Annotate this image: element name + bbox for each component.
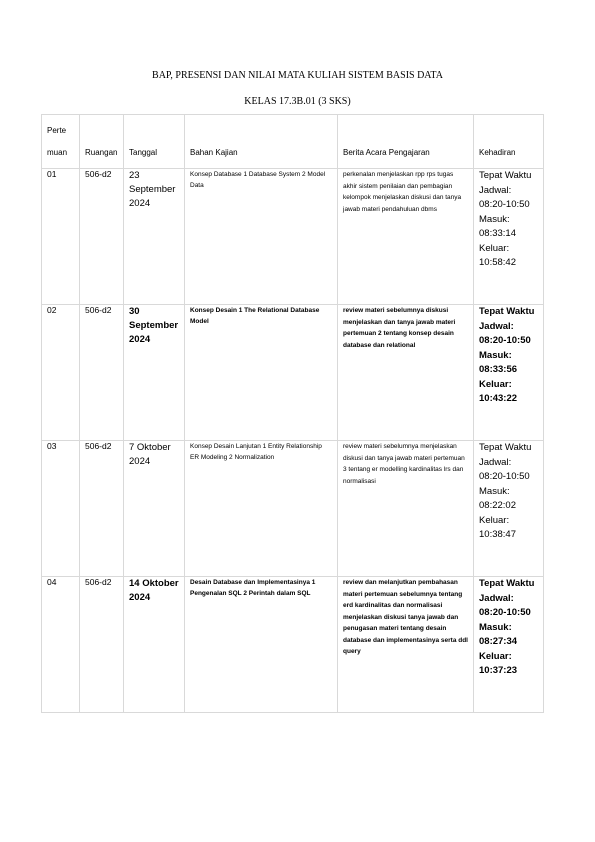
attendance-keluar: Keluar: 10:37:23: [479, 650, 518, 676]
attendance-jadwal: Jadwal: 08:20-10:50: [479, 320, 531, 346]
cell-tanggal: 7 Oktober 2024: [124, 441, 185, 577]
cell-berita: review dan melanjutkan pembahasan materi pertemuan sebelumnya tentang erd kardinalitas dan normalisasi menjelaskan diskusi tanya jawab dan penugasan materi tentang desain database dan implementasinya serta ddl query: [338, 577, 474, 713]
table-row: [42, 169, 544, 305]
attendance-status: Tepat Waktu: [479, 442, 532, 453]
cell-berita: perkenalan menjelaskan rpp rps tugas akhir sistem penilaian dan pembagian kelompok menjelaskan diskusi dan tanya jawab materi pendahuluan dbms: [338, 169, 474, 305]
header-kehadiran: [474, 115, 544, 169]
cell-tanggal: 30 September 2024: [124, 305, 185, 441]
document-title: BAP, PRESENSI DAN NILAI MATA KULIAH SISTEM BASIS DATA: [152, 70, 443, 81]
header-tanggal: [124, 115, 185, 169]
cell-pertemuan: 03: [42, 441, 80, 577]
cell-berita: review materi sebelumnya diskusi menjelaskan dan tanya jawab materi pertemuan 2 tentang konsep desain database dan relational: [338, 305, 474, 441]
cell-ruangan: 506-d2: [80, 441, 124, 577]
cell-pertemuan: 02: [42, 305, 80, 441]
attendance-masuk: Masuk: 08:27:34: [479, 621, 518, 647]
bap-table: [41, 114, 544, 713]
attendance-keluar: Keluar: 10:43:22: [479, 378, 518, 404]
attendance-masuk: Masuk: 08:33:56: [479, 349, 518, 375]
cell-bahan: Konsep Desain 1 The Relational Database Model: [185, 305, 338, 441]
cell-kehadiran: [474, 169, 544, 305]
header-ruangan: [80, 115, 124, 169]
header-pertemuan-line1: Perte: [47, 126, 67, 135]
cell-bahan: Konsep Database 1 Database System 2 Model Data: [185, 169, 338, 305]
header-kehadiran-label: Kehadiran: [479, 148, 516, 157]
table-row: [42, 305, 544, 441]
attendance-jadwal: Jadwal: 08:20-10:50: [479, 456, 530, 482]
cell-berita: review materi sebelumnya menjelaskan diskusi dan tanya jawab materi pertemuan 3 tentang er modelling kardinalitas lrs dan normalisasi: [338, 441, 474, 577]
attendance-keluar: Keluar: 10:58:42: [479, 242, 516, 268]
attendance-masuk: Masuk: 08:22:02: [479, 485, 516, 511]
header-ruangan-label: Ruangan: [85, 148, 118, 157]
cell-kehadiran: [474, 305, 544, 441]
table-row: [42, 577, 544, 713]
attendance-keluar: Keluar: 10:38:47: [479, 514, 516, 540]
cell-ruangan: 506-d2: [80, 169, 124, 305]
attendance-jadwal: Jadwal: 08:20-10:50: [479, 592, 531, 618]
class-subtitle: KELAS 17.3B.01 (3 SKS): [244, 96, 351, 107]
header-berita: [338, 115, 474, 169]
attendance-status: Tepat Waktu: [479, 578, 535, 589]
cell-bahan: Desain Database dan Implementasinya 1 Pengenalan SQL 2 Perintah dalam SQL: [185, 577, 338, 713]
attendance-status: Tepat Waktu: [479, 306, 535, 317]
header-bahan: [185, 115, 338, 169]
header-bahan-label: Bahan Kajian: [190, 148, 238, 157]
cell-kehadiran: [474, 577, 544, 713]
cell-tanggal: 14 Oktober 2024: [124, 577, 185, 713]
attendance-jadwal: Jadwal: 08:20-10:50: [479, 184, 530, 210]
header-pertemuan-line2: muan: [47, 148, 68, 157]
table-row: [42, 441, 544, 577]
header-berita-label: Berita Acara Pengajaran: [343, 148, 430, 157]
cell-kehadiran: [474, 441, 544, 577]
cell-tanggal: 23 September 2024: [124, 169, 185, 305]
cell-bahan: Konsep Desain Lanjutan 1 Entity Relationship ER Modeling 2 Normalization: [185, 441, 338, 577]
cell-ruangan: 506-d2: [80, 305, 124, 441]
attendance-status: Tepat Waktu: [479, 170, 532, 181]
header-tanggal-label: Tanggal: [129, 148, 158, 157]
cell-pertemuan: 01: [42, 169, 80, 305]
cell-ruangan: 506-d2: [80, 577, 124, 713]
header-pertemuan: [42, 115, 80, 169]
attendance-masuk: Masuk: 08:33:14: [479, 213, 516, 239]
cell-pertemuan: 04: [42, 577, 80, 713]
table-header-row: [42, 115, 544, 169]
